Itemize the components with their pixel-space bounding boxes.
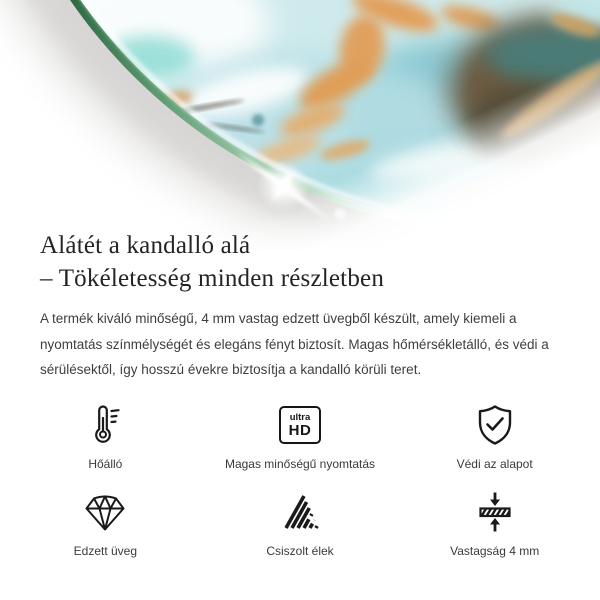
feature-polished-edges [203,489,398,558]
feature-protects-base [397,402,592,471]
ultra-hd-text-bottom: HD [288,421,312,439]
feature-label: Védi az alapot [456,457,533,471]
feature-label: Hőálló [88,457,123,471]
thermometer-icon [83,402,127,448]
ultra-hd-icon [279,402,321,448]
feature-tempered-glass [8,489,203,558]
thickness-icon [473,489,517,535]
diamond-icon [83,489,127,535]
product-description: A termék kiváló minőségű, 4 mm vastag edzett üvegből készült, amely kiemeli a nyomtatás színmélységét és elegáns fényt biztosít. Magas hőmérsékletálló, és védi a sérülésektől, így hosszú évekre biztosítja a kandalló körüli teret. [40,311,549,377]
page-title-line2: – Tökéletesség minden részletben [40,265,385,292]
feature-label: Magas minőségű nyomtatás [224,457,376,471]
page-title-line1: Alátét a kandalló alá [40,232,251,259]
feature-thickness [397,489,592,558]
feature-label: Vastagság 4 mm [450,544,540,558]
shield-check-icon [473,402,517,448]
feature-label: Csiszolt élek [266,544,334,558]
ultra-hd-text-top: ultra [289,411,311,423]
feature-label: Edzett üveg [73,544,138,558]
features-grid [8,402,592,558]
product-photo [0,0,600,250]
polished-edges-icon [278,489,322,535]
feature-ultra-hd-print [203,402,398,471]
page-title [40,229,384,295]
feature-heat-resistant [8,402,203,471]
